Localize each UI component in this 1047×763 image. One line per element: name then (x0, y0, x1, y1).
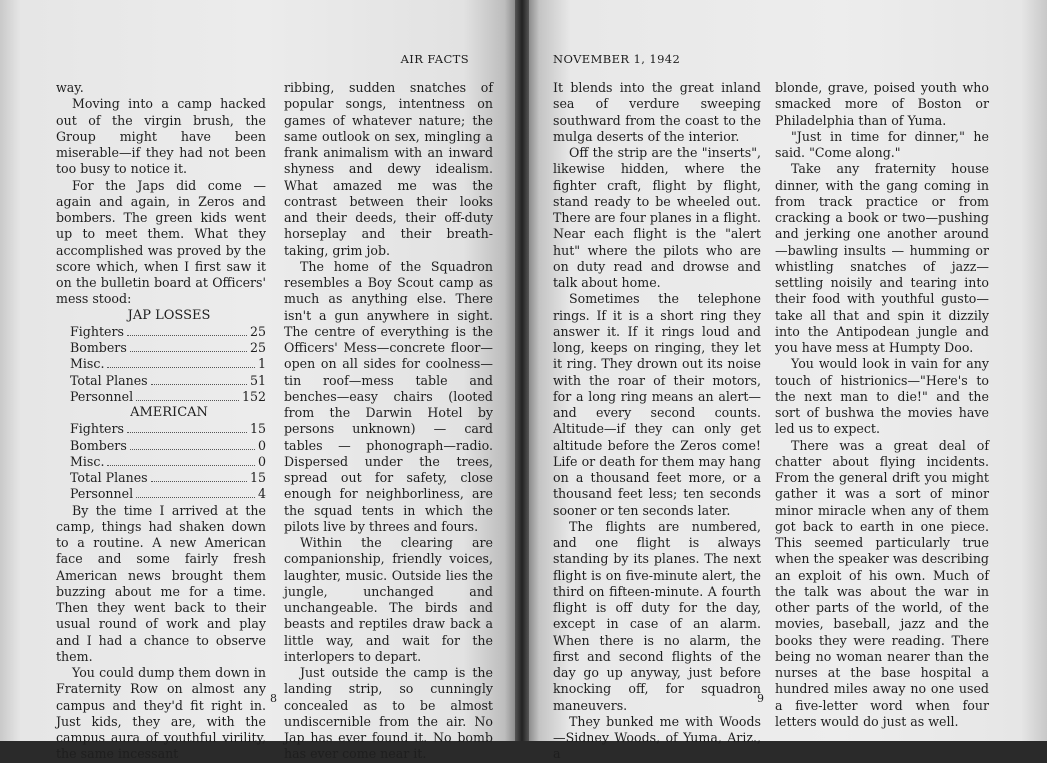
jap-losses-table (56, 324, 266, 405)
row-value: 25 (249, 323, 266, 339)
row-label: Total Planes (70, 470, 148, 485)
row-value: 1 (257, 356, 266, 372)
row-value: 15 (249, 470, 266, 485)
paragraph: Moving into a camp hacked out of the virgin brush, the Group might have been miserable—if they had not been too busy to notice it. (56, 96, 266, 177)
table-row (56, 454, 266, 470)
row-label: Bombers (70, 437, 127, 453)
dot-leader (136, 400, 239, 401)
row-value: 15 (249, 421, 266, 437)
paragraph: way. (56, 80, 84, 95)
paragraph: By the time I arrived at the camp, things had shaken down to a routine. A new American face and some fairly fresh American news brought them buzzing about me for a time. Then they went back to their usual round of work and play and I had a chance to observe them. (56, 502, 266, 664)
row-value: 0 (257, 453, 266, 469)
paragraph: The home of the Squadron resembles a Boy Scout camp as much as anything else. There isn't a gun anywhere in sight. The centre of everything is the Officers' Mess—concrete floor—open on all sides for coolness—tin roof—mess table and benches—easy chairs (looted from the Darwin Hotel by persons unknown) — card tables — phonograph—radio. Dispersed under the trees, spread out for safety, close enough for neighborliness, are the squad tents in which the pilots live by threes and fours. (284, 258, 493, 534)
right-page-column-2 (775, 80, 989, 730)
left-page-column-1 (56, 80, 266, 763)
table-title: JAP LOSSES (127, 307, 211, 323)
page-number: 9 (757, 692, 764, 705)
row-label: Fighters (70, 421, 124, 437)
table-row (56, 421, 266, 437)
dot-leader (130, 449, 255, 450)
paragraph: Sometimes the telephone rings. If it is a short ring they answer it. If it rings loud and long, keeps on ringing, they let it ring. They drown out its noise with the roar of their motors, for a long ring means an alert—and every second counts. Altitude—if they can only get altitude before the Zeros come! Life or death for them may hang on a thousand feet more, or a thousand feet less; ten seconds sooner or ten seconds later. (553, 291, 761, 518)
paragraph: "Just in time for dinner," he said. "Come along." (775, 128, 989, 160)
dot-leader (130, 351, 247, 352)
table-row (56, 389, 266, 405)
paragraph: Just outside the camp is the landing strip, so cunningly concealed as to be almost undiscernible from the air. No Jap has ever found it. No bomb has ever come near it. (284, 665, 493, 762)
right-page (529, 0, 1047, 762)
row-label: Total Planes (70, 372, 148, 388)
dot-leader (151, 384, 247, 385)
paragraph: blonde, grave, poised youth who smacked more of Boston or Philadelphia than of Yuma. (775, 80, 989, 128)
dot-leader (127, 432, 247, 433)
american-losses-table (56, 421, 266, 502)
table-row (56, 340, 266, 356)
paragraph: It blends into the great inland sea of verdure sweeping southward from the coast to the mulga deserts of the interior. (553, 80, 761, 144)
row-value: 51 (249, 372, 266, 388)
paragraph: Take any fraternity house dinner, with the gang coming in from track practice or from cracking a book or two—pushing and jerking one another around—bawling insults — humming or whistling snatches of jazz—settling noisily and tearing into their food with youthful gusto—take all that and spin it dizzily into the Antipodean jungle and you have mess at Humpty Doo. (775, 161, 989, 355)
row-value: 152 (241, 388, 266, 404)
row-label: Misc. (70, 453, 105, 469)
row-label: Fighters (70, 323, 124, 339)
paragraph: They bunked me with Woods—Sidney Woods, of Yuma, Ariz., a (553, 713, 761, 762)
paragraph: You could dump them down in Fraternity Row on almost any campus and they'd fit right in. Just kids, they are, with the campus aura of youthful virility, the same incessant (56, 665, 266, 762)
paragraph: Within the clearing are companionship, friendly voices, laughter, music. Outside lies the jungle, unchanged and unchangeable. The birds and beasts and reptiles draw back a little way, and wait for the interlopers to depart. (284, 535, 493, 664)
paragraph: Off the strip are the "inserts", likewise hidden, where the fighter craft, flight by flight, stand ready to be wheeled out. There are four planes in a flight. Near each flight is the "alert hut" where the pilots who are on duty read and drowse and talk about home. (553, 145, 761, 290)
row-label: Bombers (70, 340, 127, 355)
left-page-column-2 (284, 80, 493, 763)
dot-leader (107, 465, 255, 466)
dot-leader (107, 367, 255, 368)
paragraph: There was a great deal of chatter about flying incidents. From the general drift you might gather it was a sort of minor minor miracle when any of them got back to earth in one piece. This seemed particularly true when the speaker was describing an exploit of his own. Much of the talk was about the war in other parts of the world, of the movies, baseball, jazz and the books they were reading. There being no woman nearer than the nurses at the base hospital a hundred miles away no one used a five-letter word when four letters would do just as well. (775, 437, 989, 729)
table-row (56, 356, 266, 372)
page-number: 8 (270, 692, 277, 705)
right-page-column-1 (553, 80, 761, 763)
paragraph: You would look in vain for any touch of histrionics—"Here's to the next man to die!" and the sort of bushwa the movies have led us to expect. (775, 356, 989, 437)
row-label: Misc. (70, 356, 105, 372)
row-value: 0 (257, 437, 266, 453)
dot-leader (151, 481, 247, 482)
left-page (0, 0, 515, 762)
dot-leader (127, 335, 247, 336)
table-row (56, 486, 266, 502)
running-head: NOVEMBER 1, 1942 (553, 52, 681, 66)
row-value: 4 (257, 486, 266, 502)
table-title: AMERICAN (130, 405, 208, 420)
dot-leader (136, 497, 255, 498)
running-head: AIR FACTS (400, 52, 469, 66)
book-gutter (515, 0, 529, 741)
paragraph: The flights are numbered, and one flight is always standing by its planes. The next flight is on five-minute alert, the third on fifteen-minute. A fourth flight is off duty for the day, except in case of an alarm. When there is no alarm, the first and second flights of the day go up anyway, just before knocking off, for squadron maneuvers. (553, 518, 761, 713)
table-row (56, 470, 266, 486)
row-label: Personnel (70, 486, 134, 502)
row-value: 25 (249, 340, 266, 355)
paragraph: For the Japs did come — again and again, in Zeros and bombers. The green kids went up to meet them. What they accomplished was proved by the score which, when I first saw it on the bulletin board at Officers' mess stood: (56, 177, 266, 307)
row-label: Personnel (70, 388, 134, 404)
table-row (56, 324, 266, 340)
table-row (56, 373, 266, 389)
paragraph: ribbing, sudden snatches of popular songs, intentness on games of whatever nature; the same outlook on sex, mingling a frank animalism with an inward shyness and dewy idealism. What amazed me was the contrast between their looks and their deeds, their off-duty horseplay and their breath-taking, grim job. (284, 80, 493, 258)
table-row (56, 438, 266, 454)
